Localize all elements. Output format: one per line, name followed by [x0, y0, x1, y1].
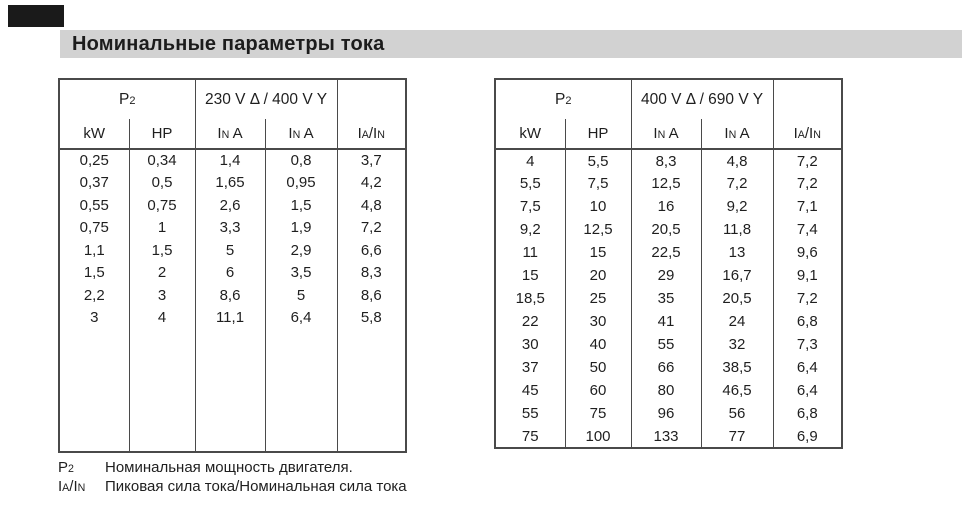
table-cell: 50: [565, 356, 631, 379]
table-cell: 6,6: [360, 241, 382, 259]
table-cell: 2,2: [59, 284, 129, 307]
table-filler-row: [59, 329, 406, 452]
table-cell: 7,2: [796, 175, 818, 192]
table-cell: 56: [701, 402, 773, 425]
table-row: [495, 310, 842, 333]
blank-group-header: [773, 79, 842, 119]
table-row: [495, 264, 842, 287]
table-cell: 38,5: [701, 356, 773, 379]
table-cell: 3,7: [360, 152, 382, 170]
p2-group-header: P2: [59, 79, 195, 119]
table-cell: 6,4: [265, 307, 337, 330]
table-column-header-row: [59, 119, 406, 149]
table-cell: 25: [565, 287, 631, 310]
table-cell: 6,8: [796, 313, 818, 330]
table-cell: 3: [59, 307, 129, 330]
footnotes: [58, 459, 407, 497]
table-cell: 6,4: [796, 382, 818, 399]
table-cell: 75: [495, 425, 565, 448]
table-cell: 29: [631, 264, 701, 287]
table-cell: 5: [195, 239, 265, 262]
table-cell: 7,3: [796, 336, 818, 353]
table-cell: 0,34: [129, 149, 195, 172]
table-cell: 4,8: [701, 149, 773, 172]
table-cell: 6,9: [796, 427, 818, 445]
table-cell: 1,5: [59, 262, 129, 285]
column-header: IN A: [195, 119, 265, 149]
table-cell: 11,1: [195, 307, 265, 330]
table-cell: 16: [631, 195, 701, 218]
table-cell: 0,5: [129, 172, 195, 195]
table-cell: 16,7: [701, 264, 773, 287]
p2-group-header: P2: [495, 79, 631, 119]
table-row: [495, 379, 842, 402]
table-cell: 0,95: [265, 172, 337, 195]
table-cell: 66: [631, 356, 701, 379]
table-cell: 55: [631, 333, 701, 356]
table-cell: 1,5: [129, 239, 195, 262]
table-row: [495, 402, 842, 425]
table-row: [495, 241, 842, 264]
footnote-row: [58, 478, 407, 497]
table-filler-cell: [195, 329, 265, 452]
table-cell: 0,75: [59, 217, 129, 240]
table-cell: 32: [701, 333, 773, 356]
table-cell: 11,8: [701, 218, 773, 241]
column-header: IA/IN: [773, 119, 842, 149]
table-cell: 2: [129, 262, 195, 285]
table-row: [59, 149, 406, 172]
footnote-text: Номинальная мощность двигателя.: [105, 459, 353, 476]
table-cell: 5,5: [495, 172, 565, 195]
blank-group-header: [337, 79, 406, 119]
column-header: IN A: [265, 119, 337, 149]
table-cell: 12,5: [631, 172, 701, 195]
table-cell: 30: [565, 310, 631, 333]
table-column-header-row: [495, 119, 842, 149]
table-cell: 22,5: [631, 241, 701, 264]
table-cell: 13: [701, 241, 773, 264]
table-cell: 75: [565, 402, 631, 425]
table-cell: 0,37: [59, 172, 129, 195]
table-cell: 0,75: [129, 194, 195, 217]
table-cell: 1,1: [59, 239, 129, 262]
table-cell: 4: [495, 149, 565, 172]
table-cell: 8,3: [360, 264, 382, 282]
table-cell: 5,5: [565, 149, 631, 172]
table-row: [495, 333, 842, 356]
table-row: [59, 194, 406, 217]
table-cell: 9,2: [495, 218, 565, 241]
table-filler-cell: [59, 329, 129, 452]
table-cell: 46,5: [701, 379, 773, 402]
table-row: [495, 425, 842, 448]
table-cell: 4,2: [360, 174, 382, 192]
table-filler-cell: [337, 329, 406, 452]
table-cell: 7,2: [701, 172, 773, 195]
table-cell: 2,6: [195, 194, 265, 217]
current-parameters-table-400-690: [494, 78, 843, 449]
column-header: kW: [495, 119, 565, 149]
table-cell: 2,9: [265, 239, 337, 262]
table-cell: 7,4: [796, 221, 818, 238]
table-cell: 60: [565, 379, 631, 402]
table-cell: 18,5: [495, 287, 565, 310]
voltage-group-header: 400 V Δ / 690 V Y: [631, 79, 773, 119]
table-row: [495, 172, 842, 195]
column-header: kW: [59, 119, 129, 149]
table-cell: 3,3: [195, 217, 265, 240]
table-cell: 77: [701, 425, 773, 448]
table-cell: 6,8: [796, 405, 818, 422]
table-cell: 8,6: [195, 284, 265, 307]
column-header: IN A: [631, 119, 701, 149]
table-cell: 10: [565, 195, 631, 218]
column-header: HP: [129, 119, 195, 149]
table-row: [495, 356, 842, 379]
table-row: [495, 149, 842, 172]
table-cell: 20: [565, 264, 631, 287]
page-corner-tab: [8, 5, 64, 27]
table-cell: 7,2: [796, 152, 818, 170]
table-cell: 12,5: [565, 218, 631, 241]
table-row: [495, 195, 842, 218]
table-row: [59, 172, 406, 195]
table-cell: 7,2: [360, 219, 382, 237]
table-cell: 80: [631, 379, 701, 402]
table-row: [59, 217, 406, 240]
table-cell: 7,5: [565, 172, 631, 195]
table-cell: 22: [495, 310, 565, 333]
table-cell: 40: [565, 333, 631, 356]
table-cell: 1,65: [195, 172, 265, 195]
table-header-group-row: [59, 79, 406, 119]
table-row: [59, 239, 406, 262]
table-cell: 1,9: [265, 217, 337, 240]
table-cell: 4,8: [360, 196, 382, 214]
table-cell: 1,5: [265, 194, 337, 217]
table-cell: 35: [631, 287, 701, 310]
table-cell: 15: [495, 264, 565, 287]
table-cell: 0,25: [59, 149, 129, 172]
table-row: [495, 287, 842, 310]
table-filler-cell: [129, 329, 195, 452]
column-header: IN A: [701, 119, 773, 149]
table-cell: 3,5: [265, 262, 337, 285]
table-cell: 8,3: [631, 149, 701, 172]
table-cell: 0,55: [59, 194, 129, 217]
footnote-row: [58, 459, 407, 478]
table-cell: 24: [701, 310, 773, 333]
table-cell: 55: [495, 402, 565, 425]
table-cell: 11: [495, 241, 565, 264]
current-parameters-table-230-400: [58, 78, 407, 453]
table-cell: 96: [631, 402, 701, 425]
table-cell: 133: [631, 425, 701, 448]
table-cell: 9,6: [796, 244, 818, 261]
table-cell: 9,1: [796, 267, 818, 284]
table-row: [59, 284, 406, 307]
table-cell: 37: [495, 356, 565, 379]
voltage-group-header: 230 V Δ / 400 V Y: [195, 79, 337, 119]
table-cell: 41: [631, 310, 701, 333]
table-cell: 8,6: [360, 286, 382, 304]
table-cell: 7,1: [796, 198, 818, 215]
table-cell: 30: [495, 333, 565, 356]
table-cell: 6: [195, 262, 265, 285]
table-cell: 45: [495, 379, 565, 402]
table-cell: 1,4: [195, 149, 265, 172]
table-cell: 15: [565, 241, 631, 264]
table-cell: 5,8: [360, 309, 382, 327]
table-row: [59, 262, 406, 285]
table-cell: 1: [129, 217, 195, 240]
table-cell: 20,5: [631, 218, 701, 241]
footnote-term: P2: [58, 459, 74, 476]
table-cell: 6,4: [796, 359, 818, 376]
table-cell: 100: [565, 425, 631, 448]
table-cell: 9,2: [701, 195, 773, 218]
column-header: IA/IN: [337, 119, 406, 149]
table-cell: 7,2: [796, 290, 818, 307]
page-title: Номинальные параметры тока: [72, 32, 385, 55]
table-header-group-row: [495, 79, 842, 119]
footnote-term: IA/IN: [58, 478, 86, 495]
table-cell: 4: [129, 307, 195, 330]
table-cell: 0,8: [265, 149, 337, 172]
table-cell: 5: [265, 284, 337, 307]
table-filler-cell: [265, 329, 337, 452]
table-row: [59, 307, 406, 330]
footnote-text: Пиковая сила тока/Номинальная сила тока: [105, 478, 407, 495]
column-header: HP: [565, 119, 631, 149]
section-header-bar: [60, 30, 962, 58]
table-row: [495, 218, 842, 241]
table-cell: 7,5: [495, 195, 565, 218]
table-cell: 3: [129, 284, 195, 307]
table-cell: 20,5: [701, 287, 773, 310]
